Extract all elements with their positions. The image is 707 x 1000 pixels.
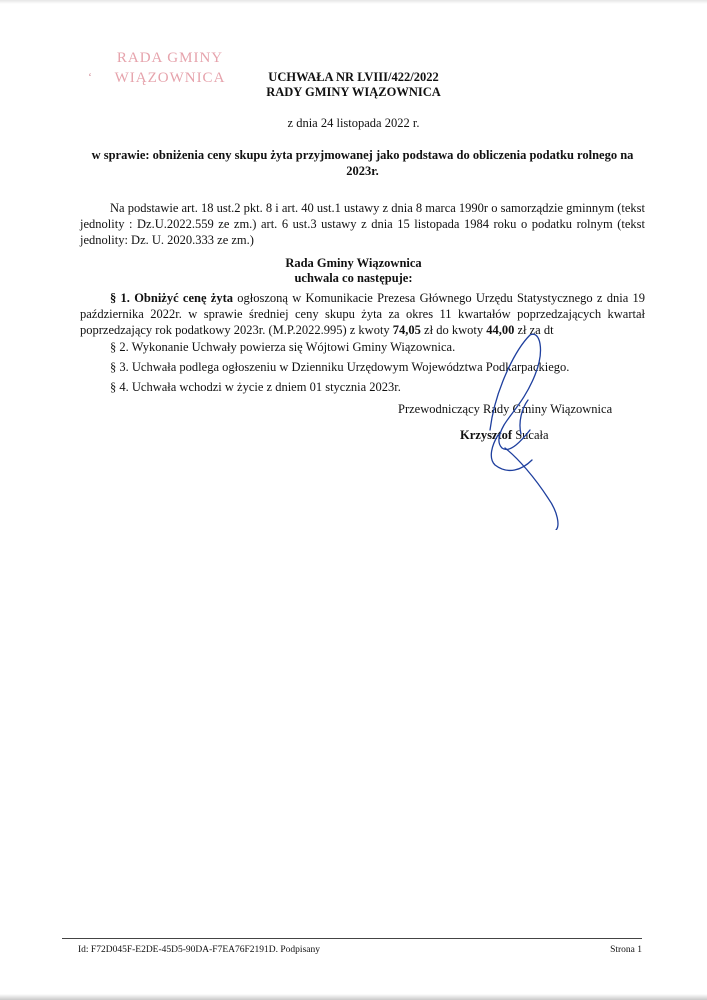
section-1-text-a: ogłoszoną w Komunikacie Prezesa Głównego Urzędu Statystycznego z dnia 19 października 2022r. w sprawie średniej ceny skupu żyta za okres 11 kwartałów poprzedzających kwartał poprzedzający rok podatkowy 2023r. (M.P.2022.995) z kwoty <box>80 291 646 337</box>
stamp-line-1: RADA GMINY <box>116 50 224 66</box>
legal-basis: Na podstawie art. 18 ust.2 pkt. 8 i art. 40 ust.1 ustawy z dnia 8 marca 1990r o samorządzie gminnym (tekst jednolity : Dz.U.2022.559 ze zm.) art. 6 ust.3 ustawy z dnia 15 listopada 1984 roku o podatku rolnym (tekst jednolity: Dz. U. 2020.333 ze zm.) <box>80 201 645 247</box>
stamp-line-2: WIĄZOWNICA <box>114 70 226 86</box>
section-2-text: Wykonanie Uchwały powierza się Wójtowi Gminy Wiązownica. <box>131 340 456 354</box>
handwritten-signature <box>400 330 600 530</box>
resolution-date: z dnia 24 listopada 2022 r. <box>287 116 420 130</box>
section-1-lead: Obniżyć cenę żyta <box>134 291 233 305</box>
section-1-text-c: zł za dt <box>517 323 554 337</box>
scan-edge-bottom <box>0 994 707 1000</box>
council-name: RADY GMINY WIĄZOWNICA <box>266 85 441 99</box>
page-number: Strona 1 <box>610 945 642 955</box>
signatory-title: Przewodniczący Rady Gminy Wiązownica <box>398 402 613 416</box>
section-1-mark: § 1. <box>110 291 130 305</box>
amount-to: 44,00 <box>486 323 515 337</box>
signatory-surname: Sucała <box>515 428 549 442</box>
section-2-mark: § 2. <box>110 340 129 354</box>
section-4-text: Uchwała wchodzi w życie z dniem 01 stycznia 2023r. <box>131 380 401 394</box>
resolution-number: UCHWAŁA NR LVIII/422/2022 <box>268 70 439 84</box>
amount-from: 74,05 <box>392 323 421 337</box>
stamp-mark: ‘ <box>88 70 92 84</box>
resolves-line-2: uchwala co następuje: <box>294 271 413 285</box>
resolves-line-1: Rada Gminy Wiązownica <box>285 256 422 270</box>
section-4-mark: § 4. <box>110 380 129 394</box>
resolution-subject: w sprawie: obniżenia ceny skupu żyta przyjmowanej jako podstawa do obliczenia podatku rolnego na 2023r. <box>91 148 634 178</box>
signatory-first-name: Krzysztof <box>460 428 513 442</box>
document-id: Id: F72D045F-E2DE-45D5-90DA-F7EA76F2191D. Podpisany <box>78 945 320 955</box>
footer-divider <box>62 938 642 939</box>
section-3-mark: § 3. <box>110 360 129 374</box>
section-1-text-b: zł do kwoty <box>424 323 484 337</box>
scan-edge-top <box>0 0 707 4</box>
section-3-text: Uchwała podlega ogłoszeniu w Dzienniku Urzędowym Województwa Podkarpackiego. <box>131 360 570 374</box>
